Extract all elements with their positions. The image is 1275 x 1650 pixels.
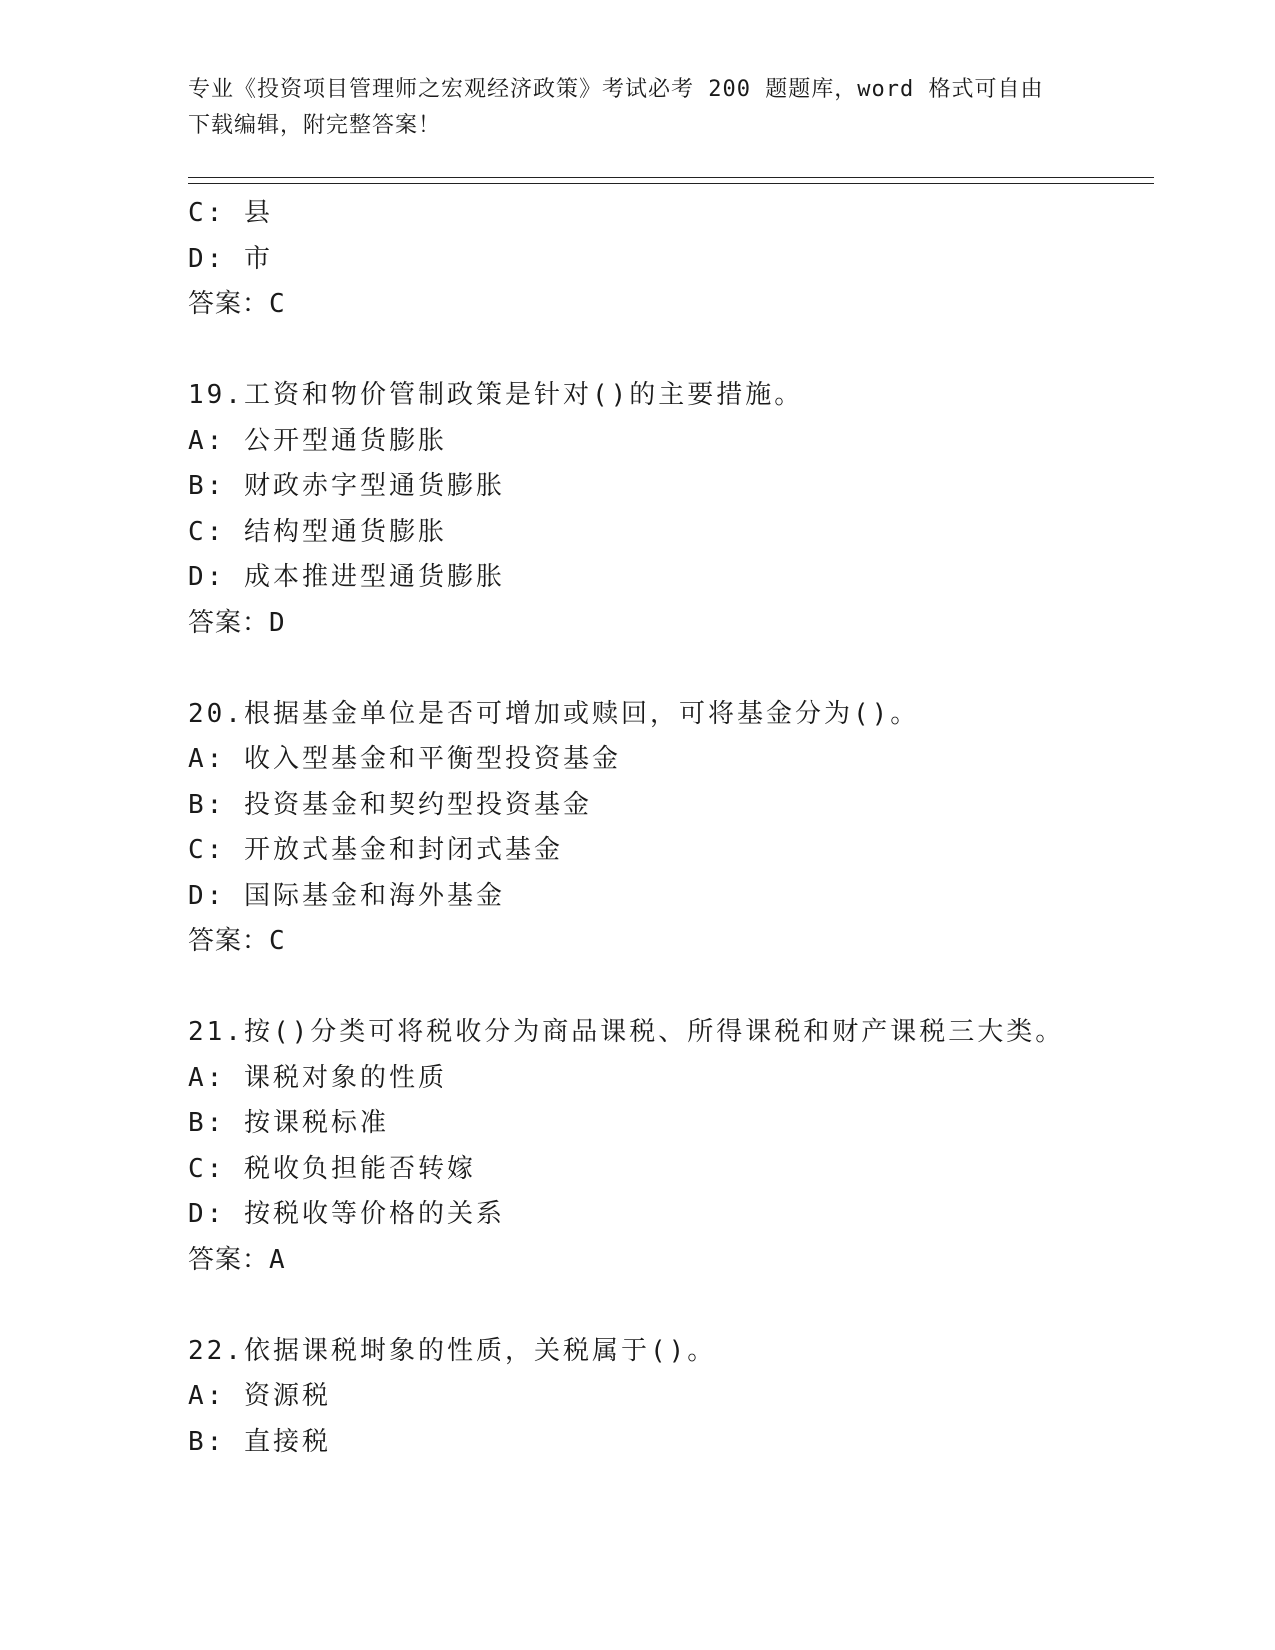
option-a: A: 公开型通货膨胀 [188,425,447,456]
header-line-2: 下载编辑，附完整答案！ [188,113,442,138]
option-c: C: 税收负担能否转嫁 [188,1153,476,1184]
header-rule-top [188,177,1154,178]
option-d: D: 国际基金和海外基金 [188,880,505,911]
option-b: B: 按课税标准 [188,1108,389,1138]
option-d: D: 成本推进型通货膨胀 [188,562,505,592]
question-stem: 22.依据课税埘象的性质，关税属于()。 [188,1335,717,1366]
option-d: D: 按税收等价格的关系 [188,1199,505,1229]
option-c: C: 开放式基金和封闭式基金 [188,835,563,865]
option-b: B: 财政赤字型通货膨胀 [188,471,505,501]
option-c: C: 结构型通货膨胀 [188,516,447,547]
answer-line: 答案：C [188,926,286,956]
answer-line: 答案：A [188,1244,286,1275]
option-a: A: 资源税 [188,1381,331,1411]
option-d: D: 市 [188,243,273,274]
answer-line: 答案：C [188,289,286,319]
header-rule-bottom [188,183,1154,184]
spacer [188,965,1148,1011]
option-b: B: 投资基金和契约型投资基金 [188,789,592,820]
document-header [188,72,1088,144]
option-a: A: 课税对象的性质 [188,1062,447,1093]
question-stem: 20.根据基金单位是否可增加或赎回，可将基金分为()。 [188,698,920,729]
option-c: C: 县 [188,198,273,228]
option-a: A: 收入型基金和平衡型投资基金 [188,744,621,774]
question-list [188,191,1148,1465]
spacer [188,1283,1148,1329]
question-stem: 19.工资和物价管制政策是针对()的主要措施。 [188,380,804,410]
header-line-1: 专业《投资项目管理师之宏观经济政策》考试必考 200 题题库，word 格式可自由 [188,77,1044,102]
spacer [188,646,1148,692]
spacer [188,328,1148,374]
option-b: B: 直接税 [188,1426,331,1457]
answer-line: 答案：D [188,607,286,638]
question-stem: 21.按()分类可将税收分为商品课税、所得课税和财产课税三大类。 [188,1017,1065,1047]
